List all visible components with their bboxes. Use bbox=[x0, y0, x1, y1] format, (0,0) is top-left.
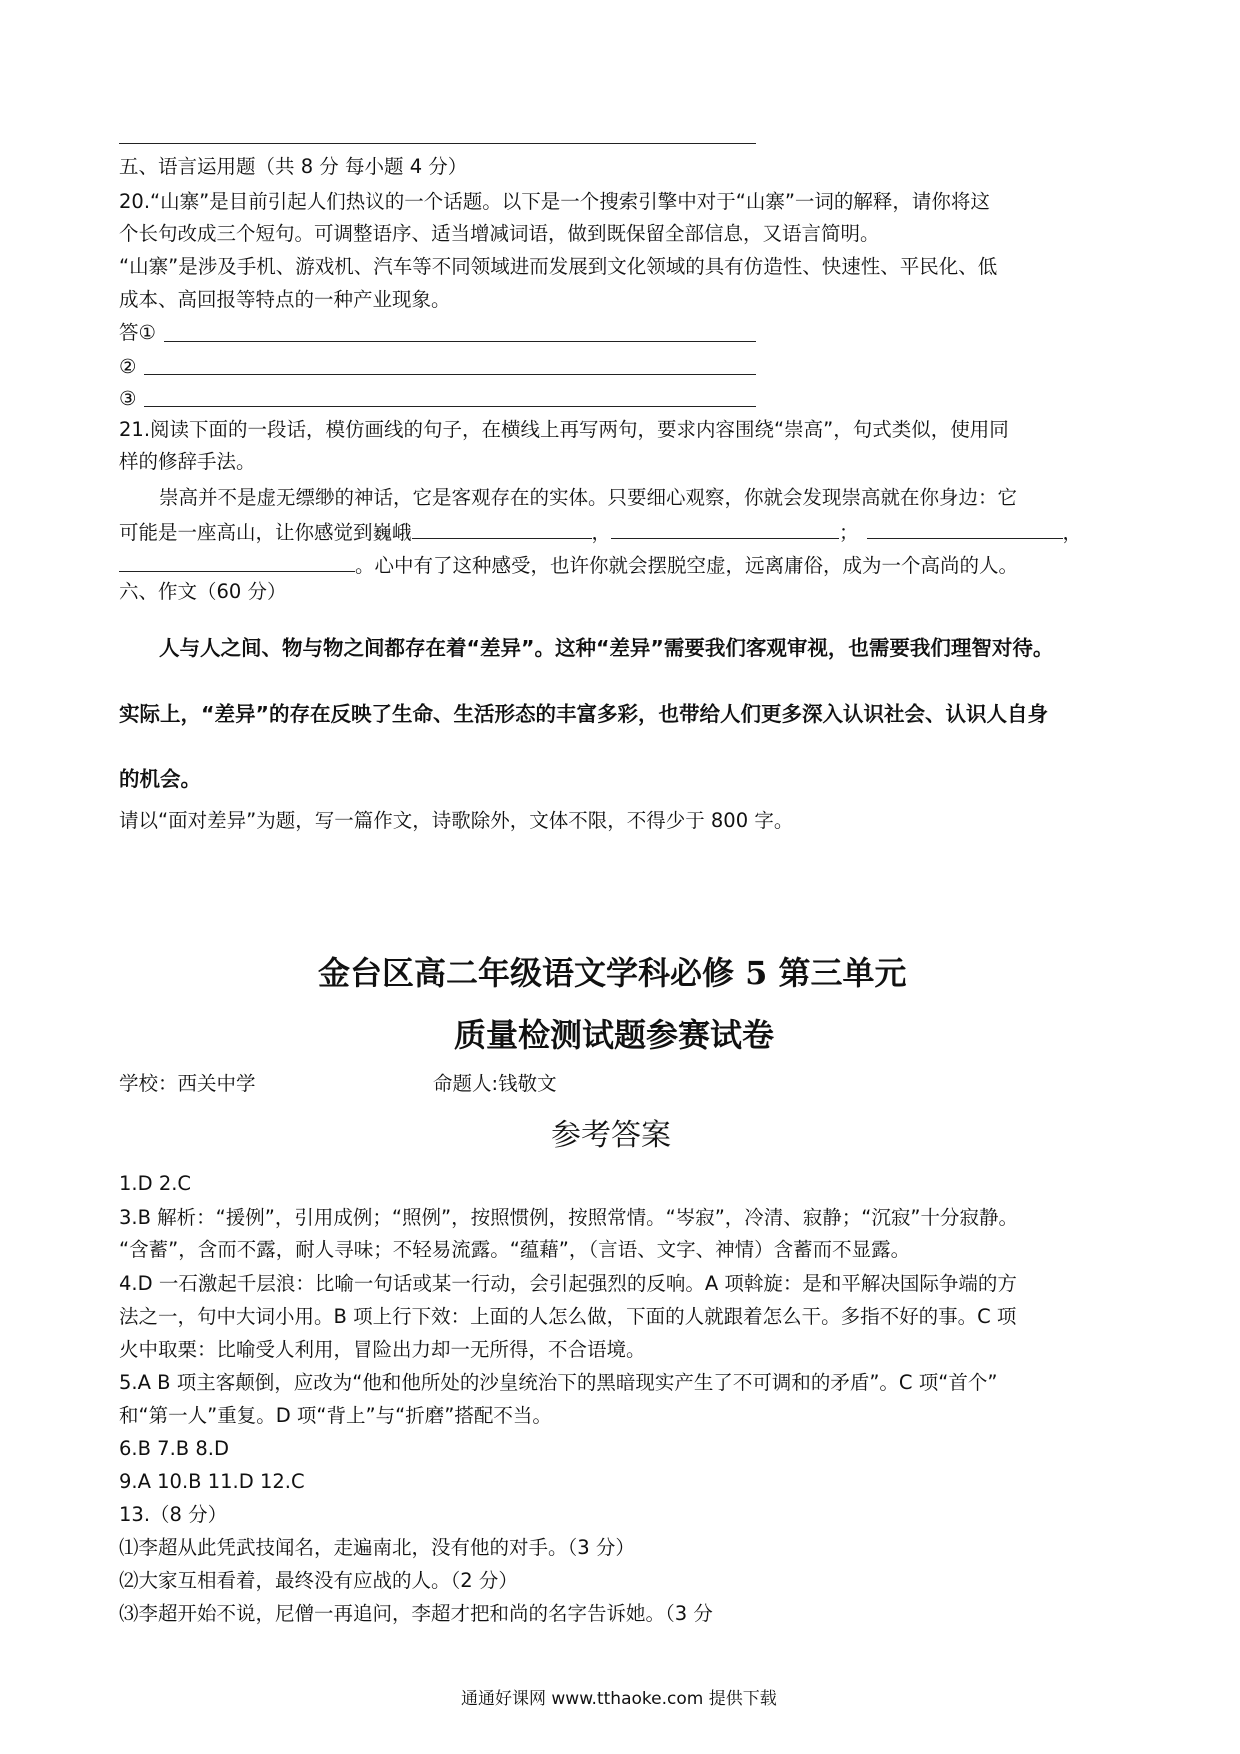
q21-line-4 bbox=[119, 516, 1082, 547]
author-label: 命题人:钱敬文 bbox=[433, 1072, 557, 1095]
q21-blank-2[interactable] bbox=[611, 516, 839, 539]
answers-heading: 参考答案 bbox=[551, 1118, 671, 1153]
top-rule bbox=[119, 143, 756, 144]
answer-line-3: “含蓄”，含而不露，耐人寻味；不轻易流露。“蕴藉”，（言语、文字、神情）含蓄而不显露。 bbox=[119, 1238, 911, 1261]
q20-answer-1-label: 答① bbox=[119, 321, 156, 344]
answer-line-6: 火中取栗：比喻受人利用，冒险出力却一无所得，不合语境。 bbox=[119, 1338, 646, 1361]
school-label: 学校：西关中学 bbox=[119, 1072, 256, 1095]
essay-prompt: 请以“面对差异”为题，写一篇作文，诗歌除外，文体不限，不得少于 800 字。 bbox=[119, 809, 794, 832]
answer-line-10: 9.A 10.B 11.D 12.C bbox=[119, 1470, 305, 1493]
answer-line-1: 1.D 2.C bbox=[119, 1172, 192, 1195]
q20-answer-3-blank bbox=[144, 406, 756, 407]
q21-blank-4[interactable] bbox=[119, 549, 355, 572]
answer-sheet-title-2: 质量检测试题参赛试卷 bbox=[454, 1016, 775, 1054]
section-5-heading: 五、语言运用题（共 8 分 每小题 4 分） bbox=[119, 155, 468, 178]
answer-sheet-title-1: 金台区高二年级语文学科必修 5 第三单元 bbox=[318, 954, 907, 992]
answer-line-14: ⑶李超开始不说，尼僧一再追问，李超才把和尚的名字告诉她。（3 分 bbox=[119, 1602, 713, 1625]
q21-line-5 bbox=[119, 549, 1018, 580]
essay-material-line-2: 实际上，“差异”的存在反映了生命、生活形态的丰富多彩，也带给人们更多深入认识社会、认识人自身 bbox=[119, 702, 1048, 726]
q21-separator-1: ， bbox=[591, 521, 612, 544]
q20-line-4: 成本、高回报等特点的一种产业现象。 bbox=[119, 288, 451, 311]
q20-answer-3-label: ③ bbox=[119, 387, 137, 410]
q20-answer-2-label: ② bbox=[119, 355, 137, 378]
q20-line-1: 20.“山寨”是目前引起人们热议的一个话题。以下是一个搜索引擎中对于“山寨”一词的解释，请你将这 bbox=[119, 190, 990, 213]
answer-line-9: 6.B 7.B 8.D bbox=[119, 1437, 229, 1460]
q20-answer-1-blank bbox=[164, 341, 756, 342]
q21-line-2: 样的修辞手法。 bbox=[119, 450, 256, 473]
answer-line-4: 4.D 一石激起千层浪：比喻一句话或某一行动，会引起强烈的反响。A 项斡旋：是和平解决国际争端的方 bbox=[119, 1272, 1017, 1295]
q21-line-5-text: 。心中有了这种感受，也许你就会摆脱空虚，远离庸俗，成为一个高尚的人。 bbox=[355, 554, 1019, 577]
essay-material-line-3: 的机会。 bbox=[119, 767, 201, 791]
q20-line-3: “山寨”是涉及手机、游戏机、汽车等不同领域进而发展到文化领域的具有仿造性、快速性、平民化、低 bbox=[119, 255, 998, 278]
answer-line-11: 13.（8 分） bbox=[119, 1503, 228, 1526]
q21-separator-2: ； bbox=[839, 521, 859, 544]
q21-line-1: 21.阅读下面的一段话，模仿画线的句子，在横线上再写两句，要求内容围绕“崇高”，句式类似，使用同 bbox=[119, 418, 1009, 441]
q20-line-2: 个长句改成三个短句。可调整语序、适当增减词语，做到既保留全部信息，又语言简明。 bbox=[119, 222, 880, 245]
q21-separator-3: ， bbox=[1062, 521, 1083, 544]
section-6-heading: 六、作文（60 分） bbox=[119, 580, 287, 603]
q20-answer-2-blank bbox=[144, 374, 756, 375]
q21-line-4-text: 可能是一座高山，让你感觉到巍峨 bbox=[119, 521, 412, 544]
q21-blank-3[interactable] bbox=[867, 516, 1063, 539]
footer-text: 通通好课网 www.tthaoke.com 提供下载 bbox=[461, 1689, 777, 1709]
answer-line-12: ⑴李超从此凭武技闻名，走遍南北，没有他的对手。（3 分） bbox=[119, 1536, 635, 1559]
answer-line-13: ⑵大家互相看着，最终没有应战的人。（2 分） bbox=[119, 1569, 518, 1592]
q21-blank-1[interactable] bbox=[412, 516, 592, 539]
q21-line-3: 崇高并不是虚无缥缈的神话，它是客观存在的实体。只要细心观察，你就会发现崇高就在你身边：它 bbox=[159, 486, 1018, 509]
answer-line-5: 法之一，句中大词小用。B 项上行下效：上面的人怎么做，下面的人就跟着怎么干。多指不好的事。C 项 bbox=[119, 1305, 1017, 1328]
essay-material-line-1: 人与人之间、物与物之间都存在着“差异”。这种“差异”需要我们客观审视，也需要我们理智对待。 bbox=[159, 636, 1054, 660]
answer-line-8: 和“第一人”重复。D 项“背上”与“折磨”搭配不当。 bbox=[119, 1404, 552, 1427]
answer-line-7: 5.A B 项主客颠倒，应改为“他和他所处的沙皇统治下的黑暗现实产生了不可调和的矛盾”。C 项“首个” bbox=[119, 1371, 998, 1394]
answer-line-2: 3.B 解析：“援例”，引用成例；“照例”，按照惯例，按照常情。“岑寂”，冷清、寂静；“沉寂”十分寂静。 bbox=[119, 1206, 1019, 1229]
